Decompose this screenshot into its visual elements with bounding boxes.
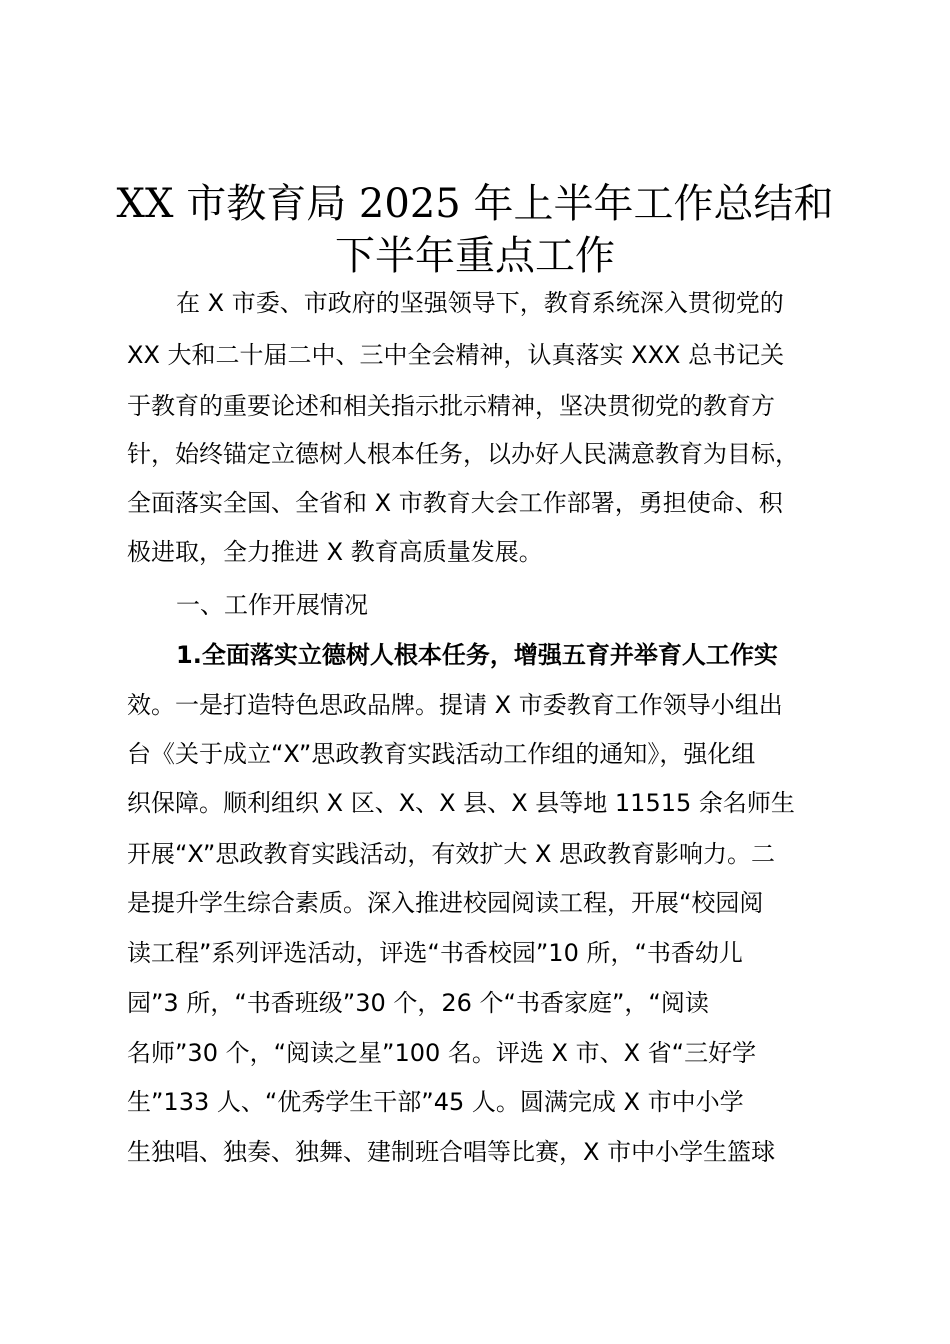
paragraph-line: 名师”30 个，“阅读之星”100 名。评选 X 市、X 省“三好学 — [127, 1039, 757, 1067]
section-heading: 一、工作开展情况 — [176, 591, 368, 619]
paragraph-line: 是提升学生综合素质。深入推进校园阅读工程，开展“校园阅 — [127, 889, 764, 917]
document-title-line-2: 下半年重点工作 — [335, 233, 615, 279]
paragraph-line: 台《关于成立“X”思政教育实践活动工作组的通知》，强化组 — [127, 740, 756, 768]
paragraph-line: 读工程”系列评选活动，评选“书香校园”10 所，“书香幼儿 — [127, 939, 743, 967]
paragraph-line: 在 X 市委、市政府的坚强领导下，教育系统深入贯彻党的 — [176, 289, 784, 317]
paragraph-line: 全面落实全国、全省和 X 市教育大会工作部署，勇担使命、积 — [127, 489, 783, 517]
paragraph-line: 极进取，全力推进 X 教育高质量发展。 — [127, 538, 543, 566]
document-title-line-1: XX 市教育局 2025 年上半年工作总结和 — [116, 181, 834, 227]
subsection-heading-line: 1.全面落实立德树人根本任务，增强五育并举育人工作实 — [176, 641, 778, 669]
paragraph-line: 针，始终锚定立德树人根本任务，以办好人民满意教育为目标， — [127, 440, 799, 468]
paragraph-line: 生独唱、独奏、独舞、建制班合唱等比赛，X 市中小学生篮球 — [127, 1138, 776, 1166]
paragraph-line: XX 大和二十届二中、三中全会精神，认真落实 XXX 总书记关 — [127, 341, 785, 369]
paragraph-line: 开展“X”思政教育实践活动，有效扩大 X 思政教育影响力。二 — [127, 840, 776, 868]
paragraph-line: 于教育的重要论述和相关指示批示精神，坚决贯彻党的教育方 — [127, 392, 775, 420]
paragraph-line: 织保障。顺利组织 X 区、X、X 县、X 县等地 11515 余名师生 — [127, 789, 795, 817]
paragraph-line: 效。一是打造特色思政品牌。提请 X 市委教育工作领导小组出 — [127, 691, 783, 719]
paragraph-line: 园”3 所，“书香班级”30 个，26 个“书香家庭”，“阅读 — [127, 989, 709, 1017]
paragraph-line: 生”133 人、“优秀学生干部”45 人。圆满完成 X 市中小学 — [127, 1088, 744, 1116]
